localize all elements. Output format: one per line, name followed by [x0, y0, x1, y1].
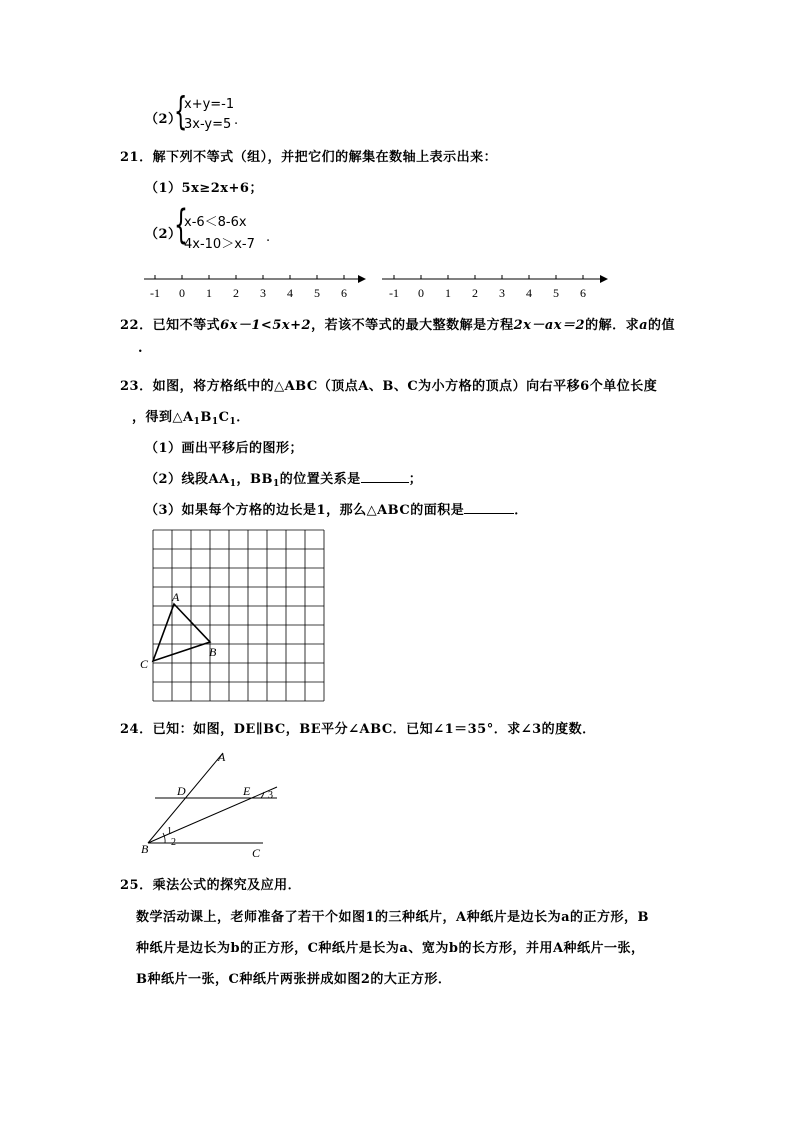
axis-tick-label: 2	[233, 286, 239, 300]
axis-tick-label: 0	[418, 286, 424, 300]
axis-tick-label: 2	[472, 286, 478, 300]
axis-tick-label: 1	[206, 286, 212, 300]
answer-blank[interactable]	[464, 501, 514, 514]
brace-symbol: {	[174, 202, 188, 248]
axis-tick-label: 4	[287, 286, 293, 300]
q22-text: 22．已知不等式	[120, 318, 221, 333]
label-e: E	[243, 784, 251, 798]
q21-part2-label: （2）	[145, 227, 182, 242]
axis-tick-label: 4	[526, 286, 532, 300]
q21-ineq1: x-6＜8-6x	[184, 215, 247, 230]
q22-variable: a	[639, 318, 649, 333]
q21-ineq2: 4x-10＞x-7	[184, 237, 255, 252]
q25-title: 25．乘法公式的探究及应用．	[120, 878, 302, 893]
angle-label-3: 3	[268, 790, 273, 801]
arrow-head-icon	[358, 275, 366, 283]
q23-line1: 23．如图，将方格纸中的△ABC（顶点A、B、C为小方格的顶点）向右平移6个单位长度	[120, 379, 658, 394]
axis-tick-label: 0	[179, 286, 185, 300]
triangle-abc	[153, 604, 210, 661]
axis-tick-label: -1	[389, 286, 399, 300]
answer-blank[interactable]	[361, 470, 409, 483]
q23-grid-figure	[136, 528, 336, 708]
axis-tick-label: -1	[150, 286, 160, 300]
q21-part1	[145, 177, 263, 196]
q21-part1-label: （1）	[145, 181, 182, 196]
q20-eq2: 3x-y=5	[184, 117, 232, 132]
label-c: C	[140, 657, 149, 671]
label-a: A	[172, 590, 180, 604]
axis-tick-label: 6	[341, 286, 347, 300]
q23-line2: ，得到$\triangle A_1B_1C_1$．	[132, 410, 250, 427]
q20-part2-label: （2）	[145, 112, 182, 127]
q24-stem: 24．已知：如图，DE∥BC，BE平分∠ABC．已知∠1＝35°．求∠3的度数．	[120, 722, 596, 737]
number-line-1	[140, 268, 390, 302]
q22-equation: 2x－ax＝2	[513, 318, 586, 333]
q22-inequality: 6x－1<5x+2	[220, 318, 312, 333]
q22-text: 的解．求	[585, 318, 640, 333]
q24-figure	[135, 745, 295, 865]
q21-stem: 21．解下列不等式（组），并把它们的解集在数轴上表示出来：	[120, 150, 498, 165]
axis-tick-label: 6	[580, 286, 586, 300]
q21-end: .	[266, 230, 271, 245]
axis-tick-label: 5	[314, 286, 320, 300]
q23-part1: （1）画出平移后的图形；	[145, 441, 304, 456]
square-grid	[153, 530, 324, 701]
q25-line3: B种纸片一张，C种纸片两张拼成如图2的大正方形．	[136, 972, 452, 987]
label-b: B	[141, 842, 149, 856]
q22-tail: .	[138, 341, 144, 356]
q25-line1: 数学活动课上，老师准备了若干个如图1的三种纸片，A种纸片是边长为a的正方形，B	[136, 910, 650, 925]
q25-line2: 种纸片是边长为b的正方形，C种纸片是长为a、宽为b的长方形，并用A种纸片一张，	[136, 941, 645, 956]
label-a: A	[218, 750, 226, 764]
angle-label-1: 1	[167, 826, 172, 837]
q22-text: ，若该不等式的最大整数解是方程	[311, 318, 514, 333]
axis-tick-label: 1	[445, 286, 451, 300]
q23-part2: （2）线段$AA_1$，$BB_1$的位置关系是 ；	[145, 472, 423, 489]
label-d: D	[177, 784, 186, 798]
axis-tick-label: 3	[260, 286, 266, 300]
q22-text: 的值	[648, 318, 676, 333]
q20-end: .	[234, 113, 239, 128]
label-b: B	[209, 645, 217, 659]
label-c: C	[252, 846, 261, 860]
axis-tick-label: 5	[553, 286, 559, 300]
q23-part3: （3）如果每个方格的边长是1，那么△ABC的面积是 ．	[145, 503, 528, 518]
arrow-head-icon	[600, 275, 608, 283]
q22-stem	[120, 314, 675, 333]
q21-inequality-system	[174, 202, 284, 254]
q20-equation-system	[174, 89, 254, 137]
number-line-2	[378, 268, 628, 302]
q21-part1-expr: 5x≥2x+6；	[181, 181, 263, 196]
axis-tick-label: 3	[499, 286, 505, 300]
q20-eq1: x+y=-1	[184, 97, 235, 112]
angle-label-2: 2	[171, 837, 176, 848]
angle-arc	[163, 833, 165, 843]
brace-symbol: {	[174, 89, 188, 133]
